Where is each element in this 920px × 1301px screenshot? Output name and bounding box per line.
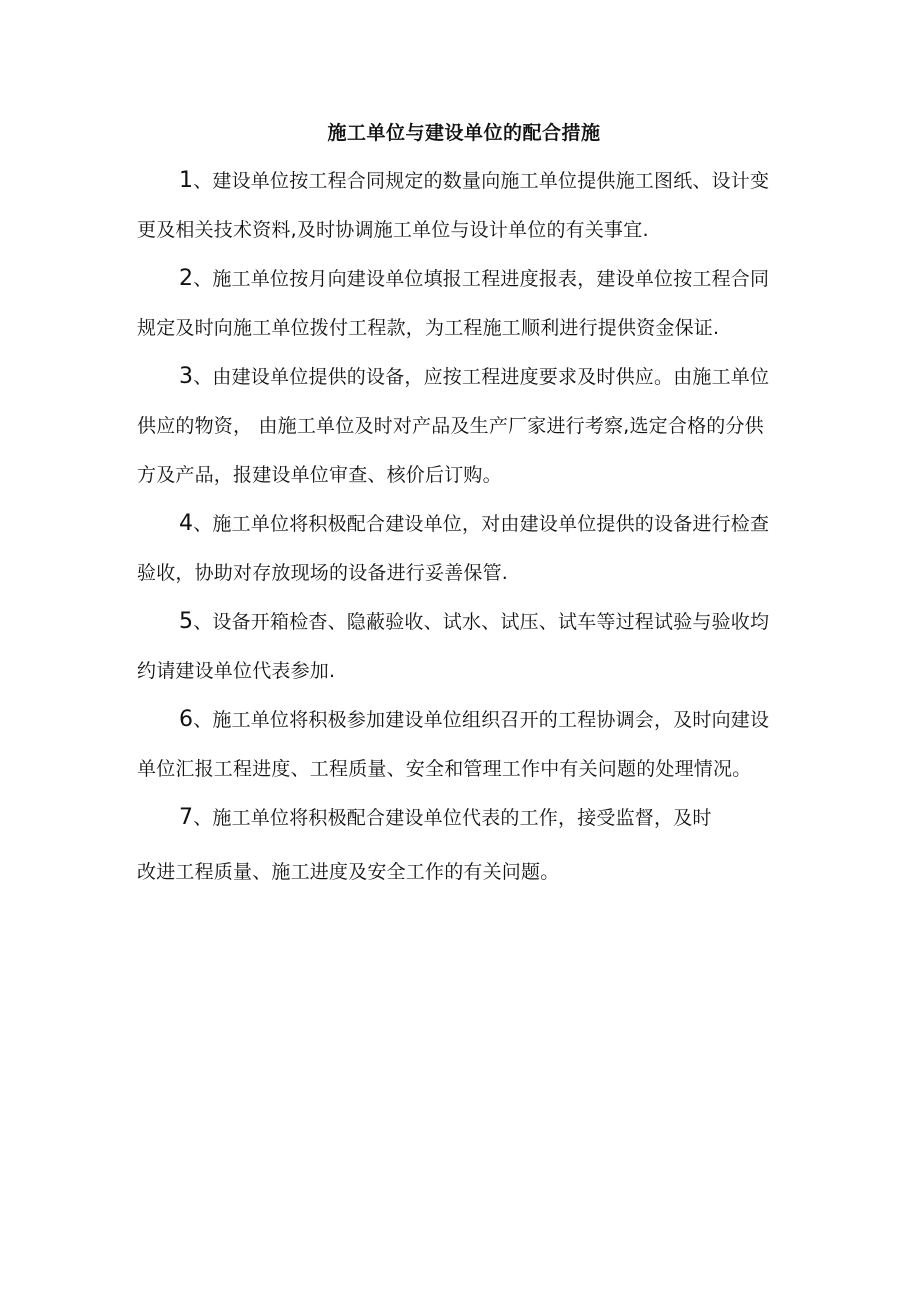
paragraph-7-line-2: 改进工程质量、施工进度及安全工作的有关问题。	[137, 861, 560, 883]
paragraph-2-line-2: 规定及时向施工单位拨付工程款，为工程施工顺利进行提供资金保证.	[137, 317, 720, 339]
paragraph-7-text-1: 、施工单位将积极配合建设单位代表的工作，接受监督，及时	[193, 807, 712, 829]
paragraph-5-line-2: 约请建设单位代表参加.	[137, 660, 336, 682]
paragraph-1-text-1: 、建设单位按工程合同规定的数量向施工单位提供施工图纸、设计变	[193, 170, 770, 192]
paragraph-5-text-1: 、设备开箱检杳、隐蔽验收、试水、试压、试车等过程试验与验收均	[193, 611, 770, 633]
paragraph-3-number: 3	[179, 364, 194, 389]
paragraph-3-line-3: 方及产品，报建设单位审查、核价后订购。	[137, 464, 502, 486]
paragraph-2-number: 2	[179, 266, 194, 291]
paragraph-4-line-1	[179, 509, 769, 539]
paragraph-2-text-1: 、施工单位按月向建设单位填报工程进度报表，建设单位按工程合同	[193, 268, 770, 290]
paragraph-3-text-1: 、由建设单位提供的设备，应按工程进度要求及时供应。由施工单位	[193, 366, 770, 388]
paragraph-1-line-1	[179, 166, 769, 196]
paragraph-3-line-2: 供应的物资， 由施工单位及时对产品及生产厂家进行考察,选定合格的分供	[137, 415, 764, 437]
paragraph-1-number: 1	[179, 168, 194, 193]
paragraph-3-line-1	[179, 362, 769, 392]
paragraph-4-number: 4	[179, 511, 194, 536]
paragraph-5-number: 5	[179, 609, 194, 634]
paragraph-6-text-1: 、施工单位将积极参加建设单位组织召开的工程协调会，及时向建设	[193, 709, 770, 731]
paragraph-6-number: 6	[179, 707, 194, 732]
paragraph-6-line-1	[179, 705, 769, 735]
paragraph-4-text-1: 、施工单位将积极配合建设单位，对由建设单位提供的设备进行检查	[193, 513, 770, 535]
paragraph-6-line-2: 单位汇报工程进度、工程质量、安全和管理工作中有关问题的处理情况。	[137, 758, 752, 780]
paragraph-2-line-1	[179, 264, 769, 294]
paragraph-5-line-1	[179, 607, 769, 637]
document-title: 施工单位与建设单位的配合措施	[327, 122, 601, 144]
paragraph-7-number: 7	[179, 805, 194, 830]
paragraph-4-line-2: 验收，协助对存放现场的设备进行妥善保管.	[137, 562, 509, 584]
paragraph-7-line-1	[179, 803, 712, 833]
paragraph-1-line-2: 更及相关技术资料,及时协调施工单位与设计单位的有关事宜.	[137, 219, 649, 241]
